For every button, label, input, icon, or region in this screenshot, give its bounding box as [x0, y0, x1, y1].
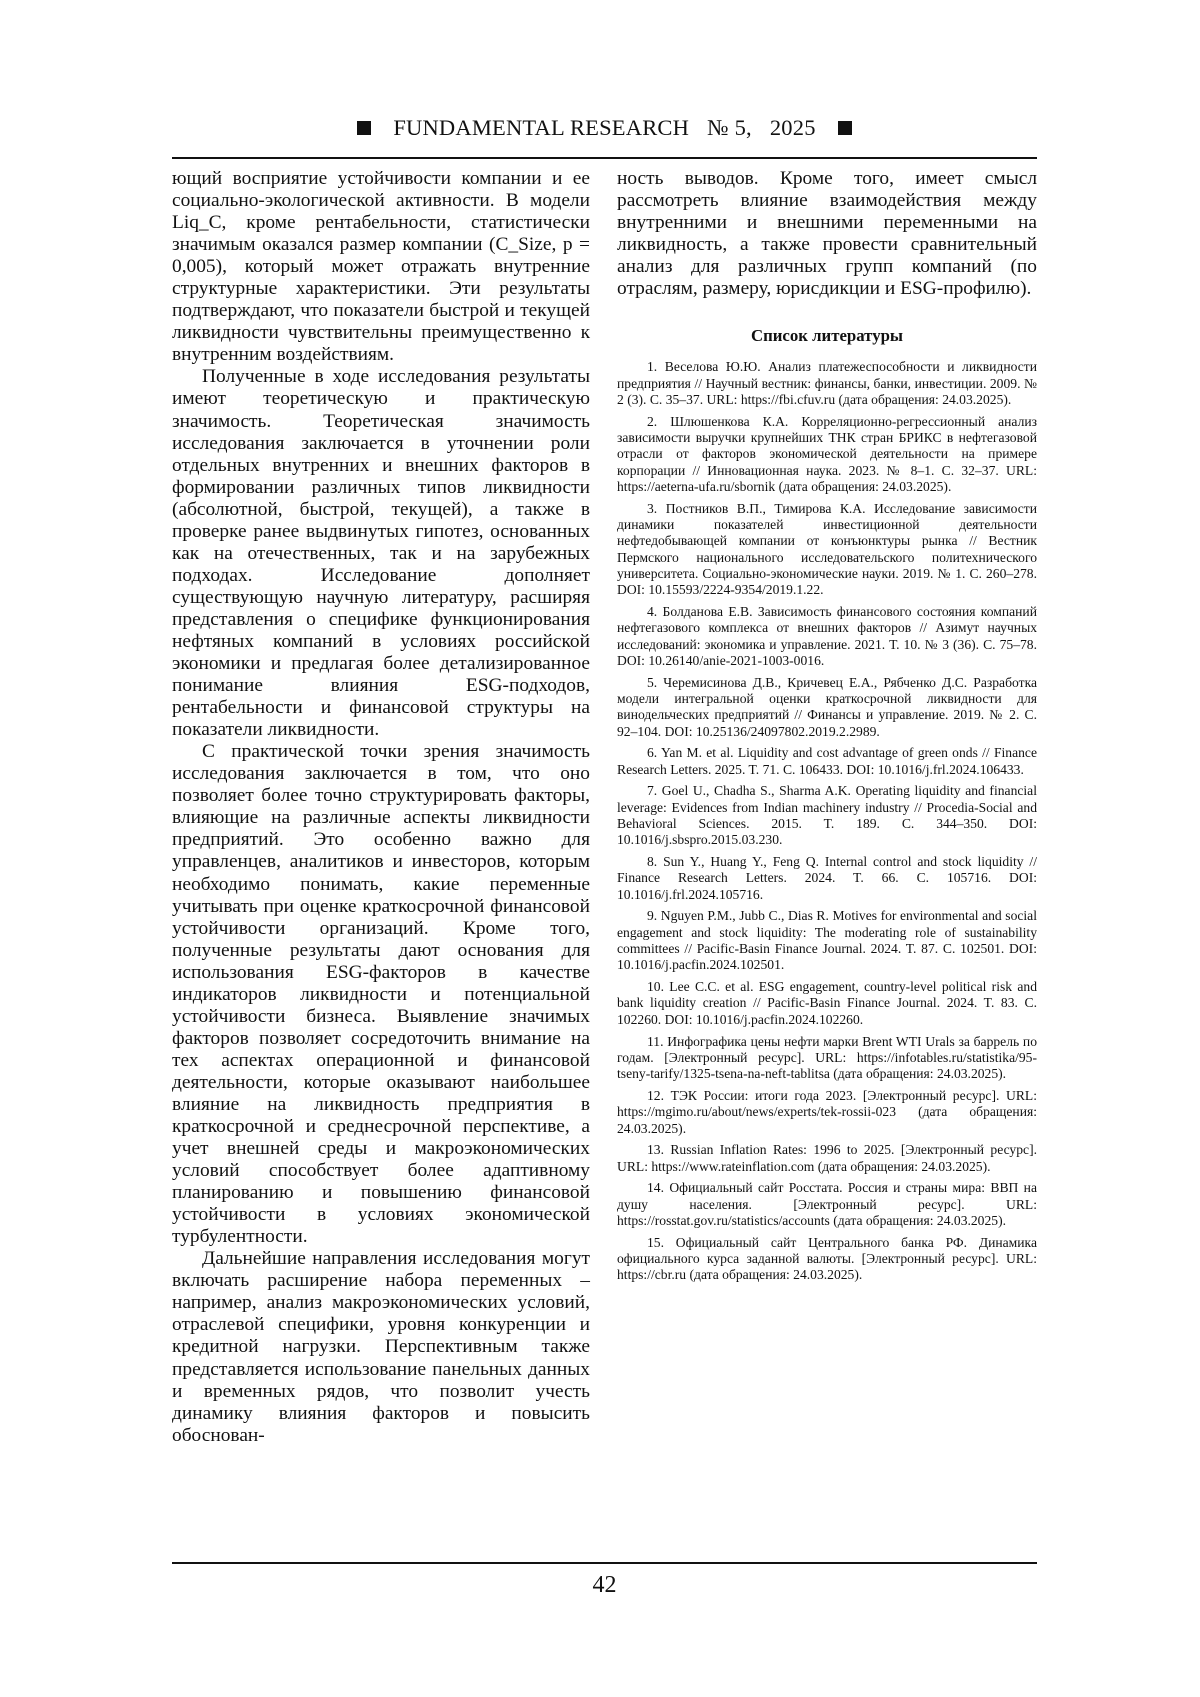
header-square-right-icon: [838, 121, 852, 135]
issue-year: 2025: [769, 115, 816, 140]
reference-item: 4. Болданова Е.В. Зависимость финансового состояния компаний нефтегазового комплекса от внешних факторов // Азимут научных исследований: экономика и управление. 2021. Т. 10. № 3 (36). С. 75–78. DOI: 10.26140/anie-2021-1003-0016.: [617, 603, 1037, 668]
issue-number: № 5,: [707, 115, 752, 140]
right-column: [617, 168, 1037, 1289]
page-number: 42: [592, 1572, 617, 1598]
left-column: [172, 168, 590, 1447]
footer-rule: [172, 1562, 1037, 1564]
body-paragraph: Дальнейшие направления исследования могут включать расширение набора переменных – например, анализ макроэкономических условий, отраслевой специфики, уровня конкуренции и кредитной нагрузки. Перспективным также представляется использование панельных данных и временных рядов, что позволит учесть динамику влияния факторов и повысить обоснован-: [172, 1248, 590, 1446]
reference-item: 15. Официальный сайт Центрального банка РФ. Динамика официального курса заданной валюты. [Электронный ресурс]. URL: https://cbr.ru (дата обращения: 24.03.2025).: [617, 1234, 1037, 1283]
reference-list: [617, 359, 1037, 1283]
body-paragraph: Полученные в ходе исследования результаты имеют теоретическую и практическую значимость. Теоретическая значимость исследования заключается в уточнении роли отдельных внутренних и внешних факторов в формировании различных типов ликвидности (абсолютной, быстрой, текущей), а также в проверке ранее выдвинутых гипотез, основанных как на отечественных, так и на зарубежных подходах. Исследование дополняет существующую научную литературу, расширяя представления о специфике функционирования нефтяных компаний в условиях российской экономики и предлагая более детализированное понимание влияния ESG-подходов, рентабельности и финансовой структуры на показатели ликвидности.: [172, 366, 590, 741]
reference-item: 1. Веселова Ю.Ю. Анализ платежеспособности и ликвидности предприятия // Научный вестник: финансы, банки, инвестиции. 2009. № 2 (3). С. 35–37. URL: https://fbi.cfuv.ru (дата обращения: 24.03.2025).: [617, 359, 1037, 407]
header-rule: [172, 157, 1037, 159]
reference-item: 6. Yan M. et al. Liquidity and cost advantage of green onds // Finance Research Letters. 2025. T. 71. С. 106433. DOI: 10.1016/j.frl.2024.106433.: [617, 745, 1037, 777]
reference-item: 13. Russian Inflation Rates: 1996 to 2025. [Электронный ресурс]. URL: https://www.rateinflation.com (дата обращения: 24.03.2025).: [617, 1142, 1037, 1174]
reference-item: 11. Инфографика цены нефти марки Brent WTI Urals за баррель по годам. [Электронный ресурс]. URL: https://infotables.ru/statistika/95-tseny-tarify/1325-tsena-na-neft-tablitsa (дата обращения: 24.03.2025).: [617, 1033, 1037, 1082]
reference-item: 7. Goel U., Chadha S., Sharma A.K. Operating liquidity and financial leverage: Evidences from Indian machinery industry // Procedia-Social and Behavioral Sciences. 2015. T. 189. С. 344–350. DOI: 10.1016/j.sbspro.2015.03.230.: [617, 783, 1037, 848]
body-paragraph: ющий восприятие устойчивости компании и ее социально-экологической активности. В модели Liq_C, кроме рентабельности, статистически значимым оказался размер компании (C_Size, p = 0,005), который может отражать внутренние структурные характеристики. Эти результаты подтверждают, что показатели быстрой и текущей ликвидности чувствительны преимущественно к внутренним воздействиям.: [172, 168, 590, 366]
header-text: [393, 115, 815, 141]
reference-item: 3. Постников В.П., Тимирова К.А. Исследование зависимости динамики показателей инвестиционной деятельности нефтедобывающей компании от конъюнктуры рынка // Вестник Пермского национального исследовательского политехнического университета. Социально-экономические науки. 2019. № 1. С. 260–278. DOI: 10.15593/2224-9354/2019.1.22.: [617, 500, 1037, 598]
references-heading: Список литературы: [750, 326, 904, 346]
reference-item: 5. Черемисинова Д.В., Кричевец Е.А., Рябченко Д.С. Разработка модели интегральной оценки краткосрочной ликвидности для винодельческих предприятий // Финансы и управление. 2019. № 2. С. 92–104. DOI: 10.25136/24097802.2019.2.2989.: [617, 674, 1037, 739]
reference-item: 9. Nguyen P.M., Jubb C., Dias R. Motives for environmental and social engagement and stock liquidity: The moderating role of sustainability committees // Pacific-Basin Finance Journal. 2024. T. 87. С. 102501. DOI: 10.1016/j.pacfin.2024.102501.: [617, 908, 1037, 973]
body-paragraph: С практической точки зрения значимость исследования заключается в том, что оно позволяет более точно структурировать факторы, влияющие на различные аспекты ликвидности предприятий. Это особенно важно для управленцев, аналитиков и инвесторов, которым необходимо понимать, какие переменные учитывать при оценке краткосрочной финансовой устойчивости организаций. Кроме того, полученные результаты дают основания для использования ESG-факторов в качестве индикаторов ликвидности и потенциальной устойчивости бизнеса. Выявление значимых факторов позволяет сосредоточить внимание на тех аспектах операционной и финансовой деятельности, которые оказывают наибольшее влияние на ликвидность предприятия в краткосрочной и среднесрочной перспективе, а учет внешней среды и макроэкономических условий способствует более адаптивному планированию и повышению финансовой устойчивости в условиях экономической турбулентности.: [172, 741, 590, 1248]
reference-item: 12. ТЭК России: итоги года 2023. [Электронный ресурс]. URL: https://mgimo.ru/about/news/experts/tek-rossii-023 (дата обращения: 24.03.2025).: [617, 1087, 1037, 1136]
reference-item: 8. Sun Y., Huang Y., Feng Q. Internal control and stock liquidity // Finance Research Letters. 2024. T. 66. С. 105716. DOI: 10.1016/j.frl.2024.105716.: [617, 854, 1037, 902]
journal-name: FUNDAMENTAL RESEARCH: [393, 115, 690, 140]
running-header: [172, 107, 1037, 149]
header-square-left-icon: [357, 121, 371, 135]
reference-item: 2. Шлюшенкова К.А. Корреляционно-регрессионный анализ зависимости выручки крупнейших ТНК стран БРИКС в нефтегазовой отрасли от факторов экономической деятельности на примере корпорации // Инновационная наука. 2023. № 8–1. С. 32–37. URL: https://aeterna-ufa.ru/sbornik (дата обращения: 24.03.2025).: [617, 413, 1037, 494]
reference-item: 14. Официальный сайт Росстата. Россия и страны мира: ВВП на душу населения. [Электронный ресурс]. URL: https://rosstat.gov.ru/statistics/accounts (дата обращения: 24.03.2025).: [617, 1180, 1037, 1229]
body-paragraph: ность выводов. Кроме того, имеет смысл рассмотреть влияние взаимодействия между внутренними и внешними переменными на ликвидность, а также провести сравнительный анализ для различных групп компаний (по отраслям, размеру, юрисдикции и ESG-профилю).: [617, 168, 1037, 300]
reference-item: 10. Lee C.C. et al. ESG engagement, country-level political risk and bank liquidity creation // Pacific-Basin Finance Journal. 2024. T. 83. С. 102260. DOI: 10.1016/j.pacfin.2024.102260.: [617, 979, 1037, 1027]
